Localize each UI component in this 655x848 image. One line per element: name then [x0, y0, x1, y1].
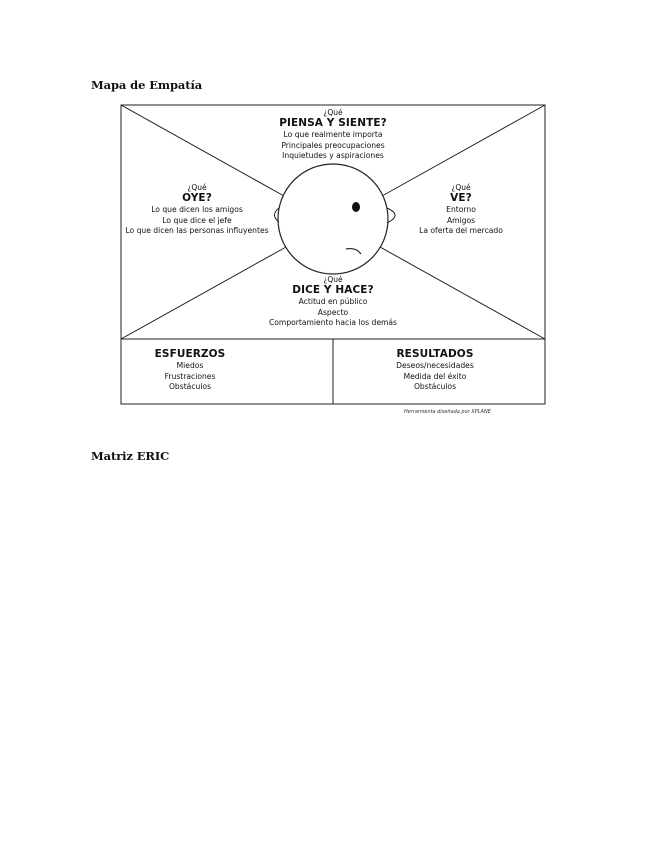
section-heading-eric-matrix: Matriz ERIC: [91, 449, 170, 463]
zone-line: Obstáculos: [413, 382, 457, 391]
zone-resultados: [375, 348, 495, 393]
zone-piensa-siente: [258, 108, 408, 162]
zone-ve: [406, 183, 516, 237]
zone-title: DICE Y HACE?: [292, 284, 374, 296]
zone-question: ¿Qué: [187, 183, 207, 192]
empathy-map-figure: [120, 104, 546, 415]
section-heading-empathy-map: Mapa de Empatía: [91, 78, 203, 92]
zone-title: VE?: [450, 192, 472, 204]
zone-title: PIENSA Y SIENTE?: [279, 117, 387, 129]
zone-line: Lo que dicen los amigos: [151, 205, 243, 214]
zone-line: La oferta del mercado: [419, 226, 503, 235]
zone-line: Frustraciones: [164, 371, 216, 381]
zone-line: Inquietudes y aspiraciones: [282, 151, 384, 160]
zone-question: ¿Qué: [451, 183, 471, 192]
zone-line: Comportamiento hacia los demás: [268, 318, 398, 327]
zone-line: Principales preocupaciones: [281, 140, 385, 150]
zone-line: Lo que dice el jefe: [162, 215, 232, 225]
zone-title: RESULTADOS: [396, 348, 474, 360]
zone-line: Lo que dicen las personas influyentes: [125, 226, 269, 235]
zone-line: Aspecto: [317, 307, 349, 317]
face-circle: [278, 164, 388, 274]
zone-line: Lo que realmente importa: [283, 130, 383, 139]
figure-credit: Herramienta diseñada por XPLANE: [404, 409, 491, 415]
zone-line: Entorno: [446, 205, 476, 214]
zone-line: Medida del éxito: [403, 371, 467, 381]
zone-title: ESFUERZOS: [154, 348, 226, 360]
zone-title: OYE?: [182, 192, 212, 204]
zone-esfuerzos: [140, 348, 240, 393]
zone-dice-hace: [253, 275, 413, 329]
zone-line: Obstáculos: [168, 382, 212, 391]
face-eye: [352, 202, 360, 212]
zone-line: Miedos: [176, 361, 204, 370]
zone-oye: [122, 183, 272, 237]
zone-line: Actitud en público: [298, 297, 368, 306]
zone-line: Amigos: [446, 215, 476, 225]
zone-question: ¿Qué: [323, 275, 343, 284]
zone-question: ¿Qué: [323, 108, 343, 117]
zone-line: Deseos/necesidades: [396, 361, 474, 370]
